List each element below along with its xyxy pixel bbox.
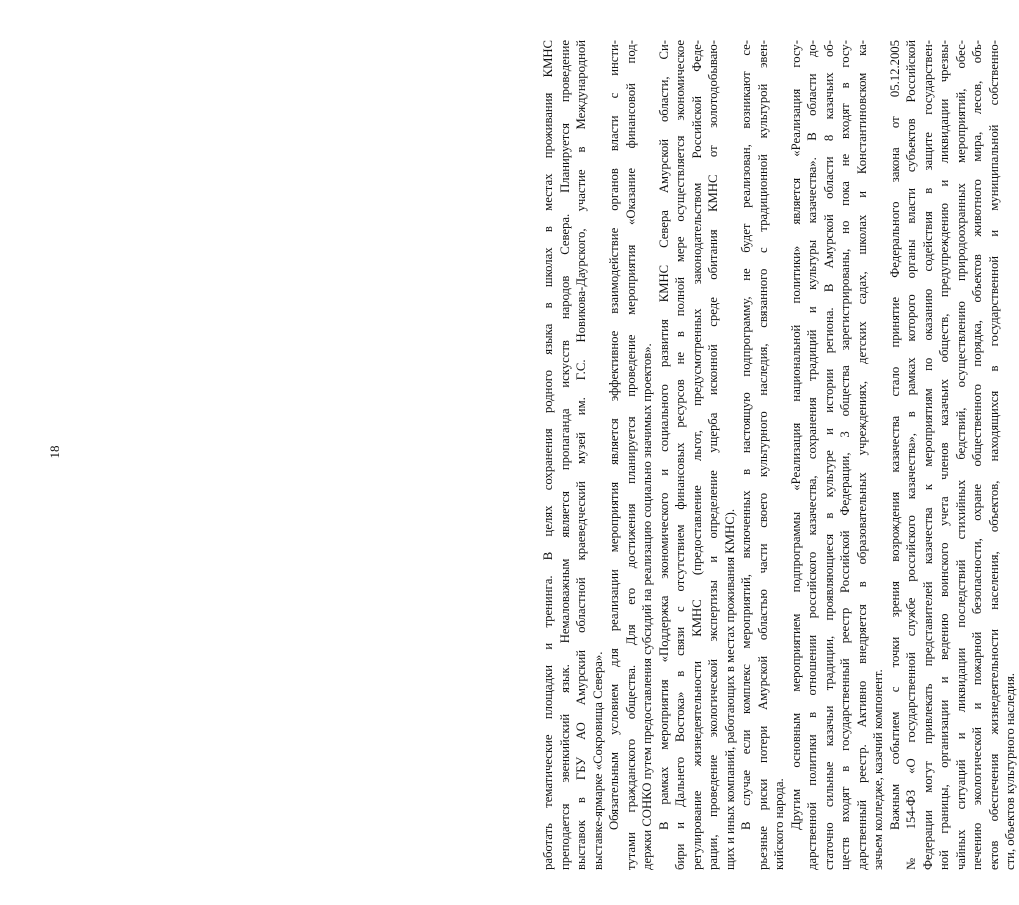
- text-line: ществ входят в государственный реестр Российской Федерации, 3 общества зарегистрированы, но пока не входят в госу-: [838, 40, 852, 870]
- text-line: чайных ситуаций и ликвидации последствий стихийных бедствий, осуществлению природоохранных мероприятий, обес-: [953, 40, 968, 870]
- text-line: Федерации могут привлекать представителей казачества к мероприятиям по оказанию содействия в защите государствен-: [920, 40, 935, 870]
- text-line: рьезные риски потери Амурской областью части своего культурного наследия, связанного с традиционной культурой эвен-: [755, 40, 770, 870]
- text-line: выставок в ГБУ АО Амурский областной краеведческий музей им. Г.С. Новикова-Даурского, участие в Международной: [574, 40, 588, 870]
- text-line: ной границы, организации и ведению воинского учета членов казачьих обществ, предупреждению и ликвидации чрезвы-: [937, 40, 951, 870]
- text-line: Важным событием с точки зрения возрождения казачества стало принятие Федерального закона от 05.12.2005: [887, 40, 902, 830]
- page-number: 18: [47, 445, 62, 459]
- text-line: зачьем колледже, казачий компонент.: [871, 669, 885, 870]
- text-line: Обязательным условием для реализации мероприятия является эффективное взаимодействие органов власти с инсти-: [607, 40, 621, 830]
- text-line: щих и иных компаний, работающих в местах проживания КМНС).: [722, 508, 737, 870]
- text-line: В случае если комплекс мероприятий, включенных в настоящую подпрограмму, не будет реализован, возникают се-: [739, 40, 753, 830]
- text-line: статочно сильные казачьи традиции, проявляющиеся в культуре и истории региона. В Амурской области 8 казачьих об-: [821, 40, 836, 870]
- text-line: регулирование жизнедеятельности КМНС (предоставление льгот, предусмотренных законодательством Российской Феде-: [689, 40, 704, 870]
- text-line: преподается эвенкийский язык. Немаловажным является пропаганда искусств народов Севера. Планируется проведение: [557, 40, 572, 870]
- text-line: держки СОНКО путем предоставления субсидий на реализацию социально значимых проектов».: [640, 343, 654, 870]
- text-line: ектов обеспечения жизнедеятельности населения, объектов, находящихся в государственной и муниципальной собственно-: [986, 40, 1001, 870]
- text-line: рации, проведение экологической экспертизы и определение ущерба исконной среде обитания КМНС от золотодобываю-: [706, 40, 720, 870]
- text-line: дарственной политики в отношении российского казачества, сохранения традиций и культуры казачества». В области до-: [805, 40, 819, 870]
- text-line: В рамках мероприятия «Поддержка экономического и социального развития КМНС Севера Амурской области, Си-: [656, 40, 671, 830]
- text-line: сти, объектов культурного наследия.: [1003, 673, 1017, 870]
- text-line: кийского народа.: [772, 778, 786, 870]
- text-line: выставке-ярмарке «Сокровища Севера».: [590, 651, 605, 870]
- text-line: работать тематические площадки и тренинга. В целях сохранения родного языка в школах в местах проживания КМНС: [541, 40, 555, 870]
- text-line: бири и Дальнего Востока» в связи с отсутствием финансовых ресурсов не в полной мере осуществляется экономическое: [673, 40, 687, 870]
- text-line: Другим основным мероприятием подпрограммы «Реализация национальной политики» является «Реализация госу-: [788, 40, 803, 830]
- text-line: дарственный реестр. Активно внедряется в образовательных учреждениях, детских садах, школах и Константиновском ка-: [854, 40, 869, 870]
- text-line: печению экологической и пожарной безопасности, охране общественного порядка, объектов животного мира, лесов, объ-: [970, 40, 984, 870]
- text-line: тутами гражданского общества. Для его достижения планируется проведение мероприятия «Оказание финансовой под-: [623, 40, 638, 870]
- document-body: [540, 40, 1019, 870]
- text-line: № 154-ФЗ «О государственной службе российского казачества», в рамках которого органы власти субъектов Российской: [904, 40, 918, 870]
